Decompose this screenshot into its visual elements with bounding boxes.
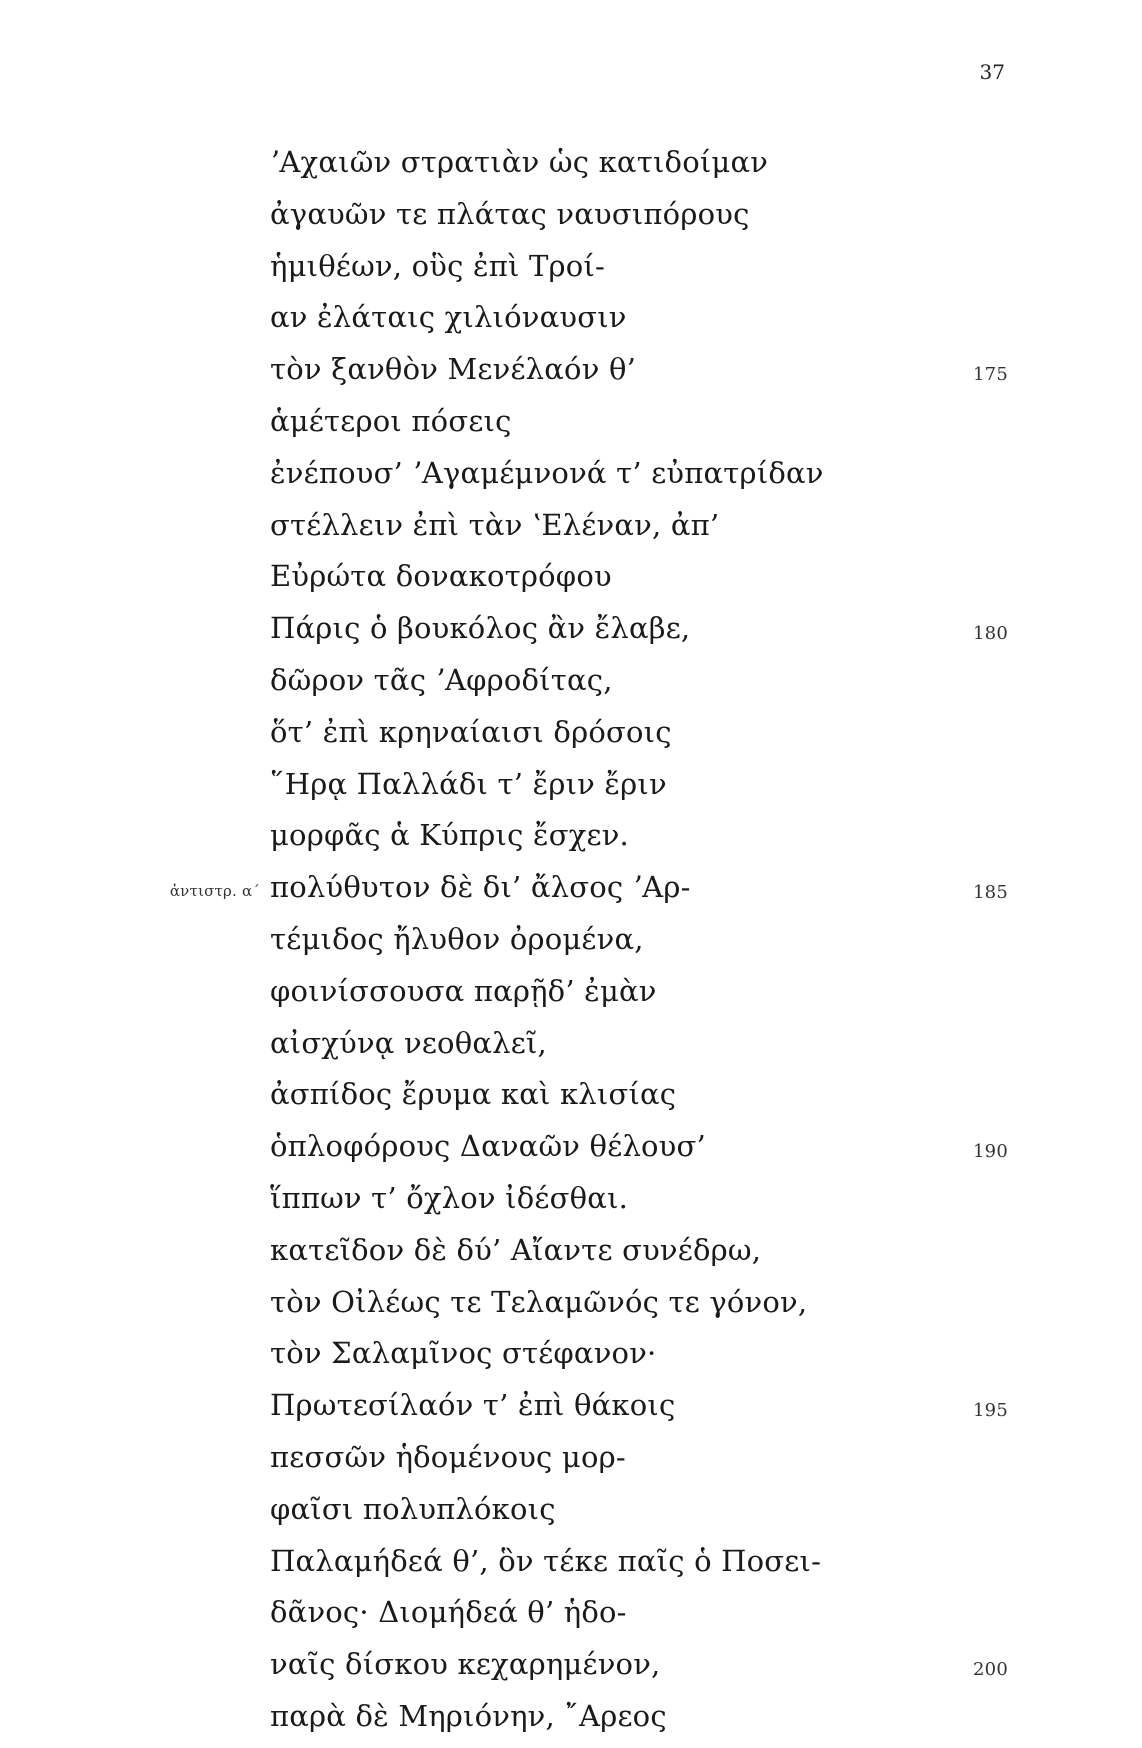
verse-line-text: ἡμιθέων, οὓς ἐπὶ Τροί- [270,248,605,283]
verse-line [270,712,890,764]
verse-line [270,1333,890,1385]
verse-line-text: ἁμέτεροι πόσεις [270,403,512,438]
verse-line [270,1489,890,1541]
verse-line [270,505,890,557]
verse-line-text: ὅτ’ ἐπὶ κρηναίαισι δρόσοις [270,714,672,749]
verse-line-text: ῞Ηρᾳ Παλλάδι τ’ ἔριν ἔριν [270,766,667,801]
verse-line-text: τὸν ξανθὸν Μενέλαόν θ’ [270,352,637,387]
verse-line-text: μορφᾶς ἁ Κύπρις ἔσχεν. [270,818,629,853]
line-number: 200 [973,1659,1008,1681]
line-number: 190 [973,1141,1008,1163]
verse-line [270,297,890,349]
page-number: 37 [979,60,1005,84]
verse-line [270,453,890,505]
verse-block [169,142,1008,1748]
verse-line [270,1385,1008,1437]
verse-line [270,971,890,1023]
verse-line-text: Πρωτεσίλαόν τ’ ἐπὶ θάκοις [270,1388,676,1423]
verse-line-text: τὸν Σαλαμῖνος στέφανον· [270,1336,657,1371]
verse-line-text: Εὐρώτα δονακοτρόφου [270,559,612,594]
verse-line [169,867,1008,919]
verse-line-text: δᾶνος· Διομήδεά θ’ ἡδο- [270,1595,627,1630]
line-number: 175 [973,364,1008,386]
line-number: 195 [973,1400,1008,1422]
verse-line-text: ἵππων τ’ ὄχλον ἰδέσθαι. [270,1180,629,1215]
verse-line [270,1592,890,1644]
verse-line-text: ʼΑχαιῶν στρατιὰν ὡς κατιδοίμαν [270,145,769,179]
verse-line-text: ἀσπίδος ἔρυμα καὶ κλισίας [270,1077,677,1112]
verse-line [270,608,1008,660]
verse-line-text: κατεῖδον δὲ δύ’ Αἴαντε συνέδρω, [270,1232,762,1267]
verse-line [270,1541,890,1593]
verse-line [270,246,890,298]
verse-line-text: φαῖσι πολυπλόκοις [270,1491,556,1526]
verse-line-text: πολύθυτον δὲ δι’ ἄλσος ʼΑρ- [270,870,691,905]
verse-line-text: ὁπλοφόρους Δαναῶν θέλουσ’ [270,1129,706,1164]
verse-line [270,919,890,971]
verse-line-text: τέμιδος ἤλυθον ὀρομένα, [270,921,644,956]
verse-line-text: παρὰ δὲ Μηριόνην, ῎Αρεος [270,1698,667,1733]
verse-line [270,660,890,712]
verse-line-text: δῶρον τᾶς ʼΑφροδίτας, [270,662,613,697]
verse-line [270,1023,890,1075]
verse-line [270,1178,890,1230]
verse-line [270,1230,890,1282]
verse-line [270,142,890,194]
verse-line [270,1696,890,1748]
verse-line [270,1282,890,1334]
verse-line-text: Παλαμήδεά θ’, ὃν τέκε παῖς ὁ Ποσει- [270,1543,822,1578]
strophe-label: ἀντιστρ. α΄ [169,882,260,901]
verse-line-text: Πάρις ὁ βουκόλος ἂν ἔλαβε, [270,611,691,646]
line-number: 180 [973,623,1008,645]
verse-line [270,401,890,453]
verse-line-text: στέλλειν ἐπὶ τὰν ʽΕλέναν, ἀπ’ [270,507,720,542]
verse-line [270,1437,890,1489]
verse-line [270,349,1008,401]
line-number: 185 [973,882,1008,904]
verse-line [270,764,890,816]
verse-line-text: ναῖς δίσκου κεχαρημένον, [270,1647,661,1682]
verse-line-text: ἐνέπουσ’ ʼΑγαμέμνονά τ’ εὐπατρίδαν [270,455,824,490]
verse-line-text: πεσσῶν ἡδομένους μορ- [270,1439,626,1474]
verse-line-text: ἀγαυῶν τε πλάτας ναυσιπόρους [270,196,750,231]
verse-line [270,556,890,608]
verse-line [270,194,890,246]
verse-line [270,1126,1008,1178]
verse-line [270,1644,1008,1696]
verse-line-text: αν ἐλάταις χιλιόναυσιν [270,300,627,335]
verse-line [270,1074,890,1126]
verse-line [270,815,890,867]
verse-line-text: φοινίσσουσα παρῇδ’ ἐμὰν [270,973,657,1008]
verse-line-text: τὸν Οἰλέως τε Τελαμῶνός τε γόνον, [270,1284,808,1319]
verse-line-text: αἰσχύνᾳ νεοθαλεῖ, [270,1025,547,1060]
